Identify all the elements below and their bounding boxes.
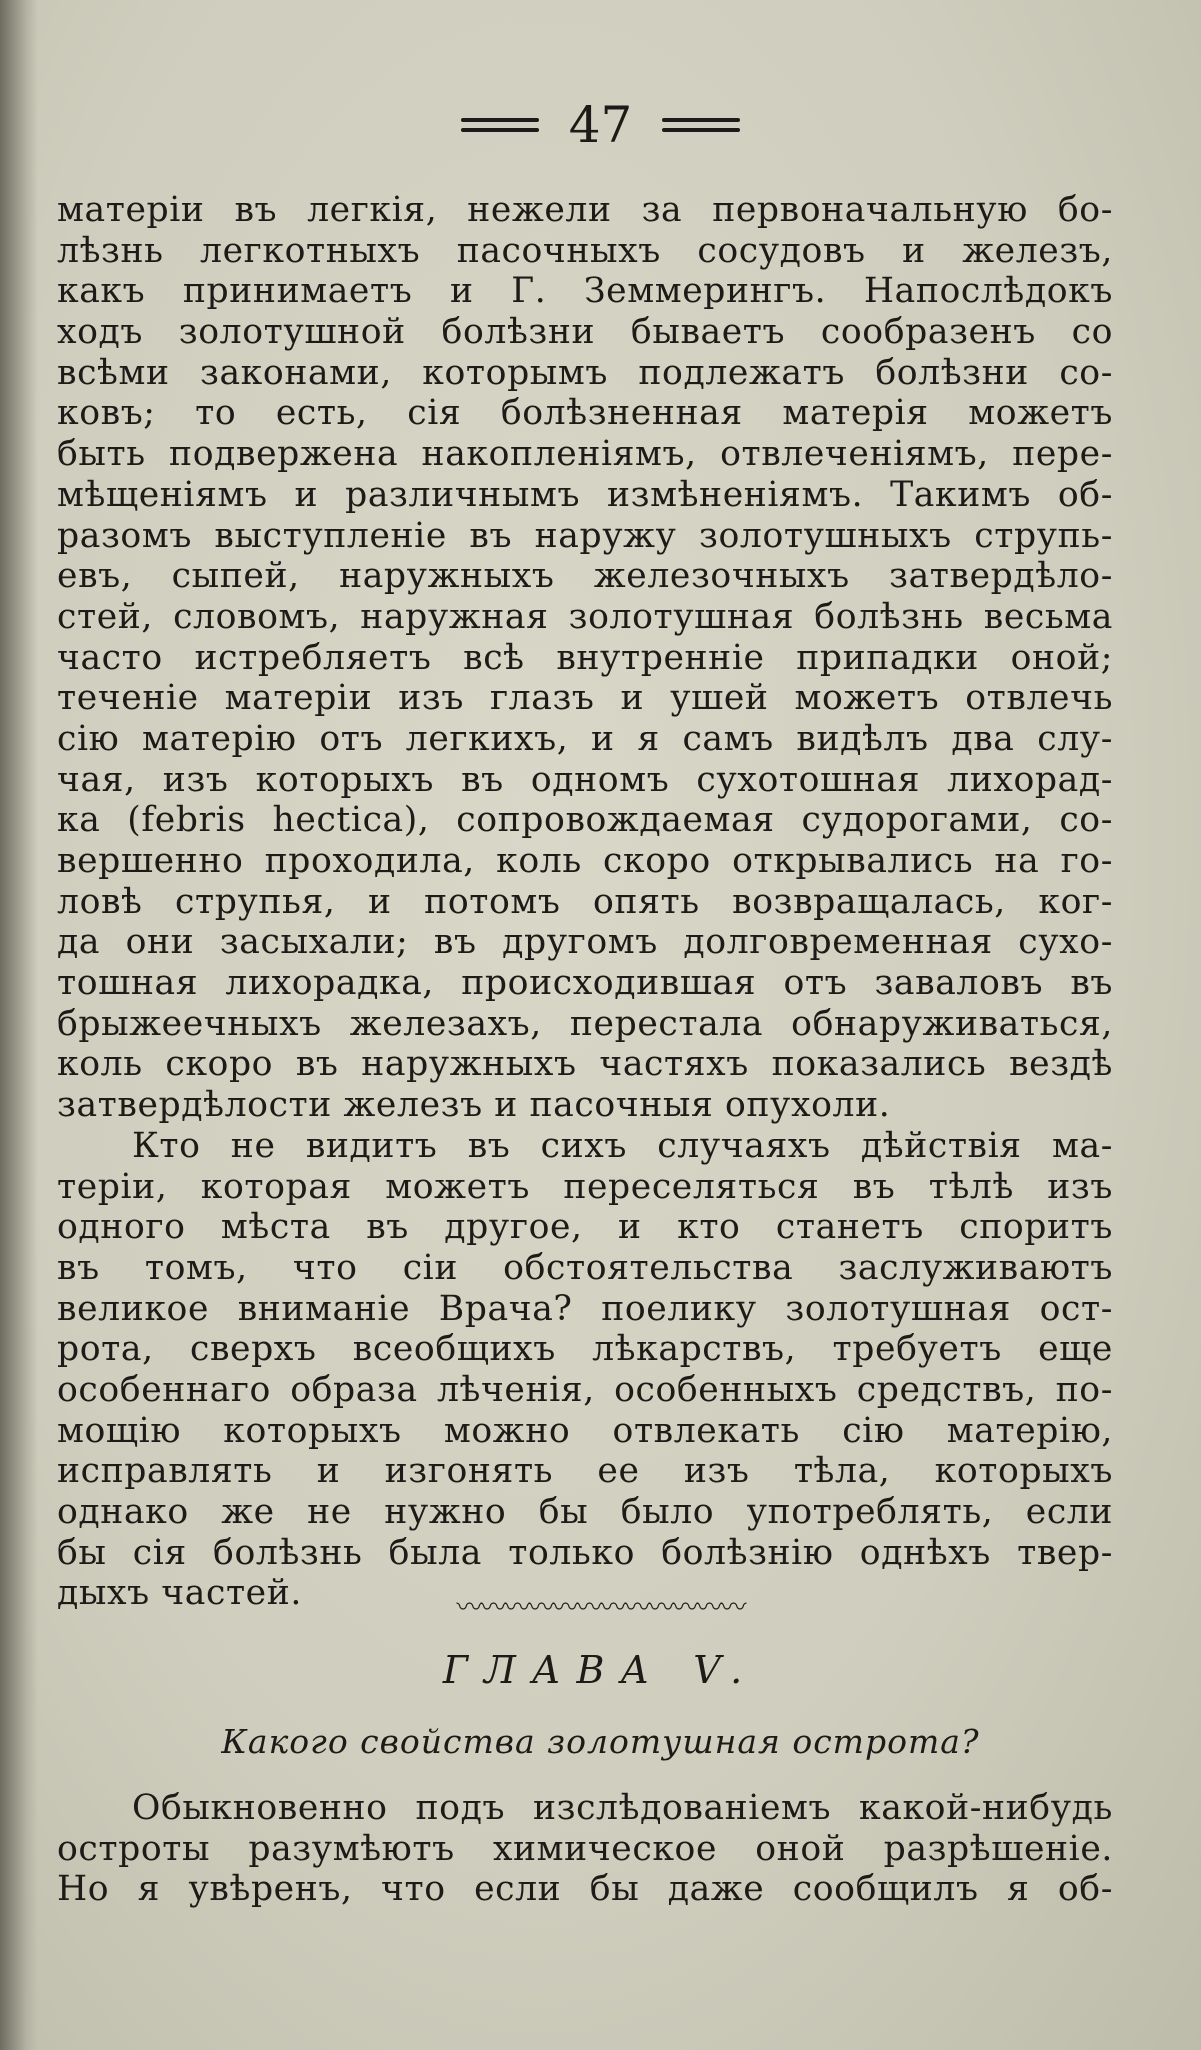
text-line: брыжеечныхъ железахъ, перестала обнаруживаться,	[57, 1003, 1113, 1044]
text-line: да они засыхали; въ другомъ долговременная сухо-	[57, 922, 1113, 963]
text-line: затвердѣлости железъ и пасочныя опухоли.	[57, 1085, 891, 1126]
text-line: какъ принимаетъ и Г. Земмерингъ. Напослѣдокъ	[57, 271, 1113, 312]
header-rule-right	[662, 118, 740, 132]
text-line: всѣми законами, которымъ подлежатъ болѣзни со-	[57, 352, 1113, 393]
text-line: сію матерію отъ легкихъ, и я самъ видѣлъ два слу-	[57, 718, 1113, 759]
text-line: теріи, которая можетъ переселяться въ тѣлѣ изъ	[57, 1166, 1113, 1207]
text-line: въ томъ, что сіи обстоятельства заслуживаютъ	[57, 1247, 1113, 1288]
chapter-body	[57, 1788, 1113, 1910]
text-line: одного мѣста въ другое, и кто станетъ споритъ	[57, 1207, 1113, 1248]
text-line: великое вниманіе Врача? поелику золотушная ост-	[57, 1288, 1113, 1329]
text-line: однако же не нужно бы было употреблять, если	[57, 1492, 1113, 1532]
text-line: остроты разумѣютъ химическое оной разрѣшеніе.	[57, 1828, 1113, 1869]
text-line: вершенно проходила, коль скоро открывались на го-	[57, 841, 1113, 881]
header-rule-left	[461, 118, 539, 132]
text-line: стей, словомъ, наружная золотушная болѣзнь весьма	[57, 596, 1113, 637]
text-line: разомъ выступленіе въ наружу золотушныхъ струпь-	[57, 515, 1113, 556]
page-header	[0, 96, 1201, 154]
text-line: бы сія болѣзнь была только болѣзнію однѣхъ твер-	[57, 1532, 1113, 1573]
section-divider-ornament: 〰〰〰〰〰〰〰〰〰〰〰〰	[456, 1593, 745, 1623]
text-line: особеннаго образа лѣченія, особенныхъ средствъ, по-	[57, 1369, 1113, 1410]
text-line: ходъ золотушной болѣзни бываетъ сообразенъ со	[57, 312, 1113, 353]
text-line: евъ, сыпей, наружныхъ железочныхъ затвердѣло-	[57, 556, 1113, 597]
text-line: ковъ; то есть, сія болѣзненная матерія можетъ	[57, 393, 1113, 434]
text-line: теченіе матеріи изъ глазъ и ушей можетъ отвлечь	[57, 678, 1113, 719]
text-line: тошная лихорадка, происходившая отъ заваловъ въ	[57, 963, 1113, 1004]
text-line: матеріи въ легкія, нежели за первоначальную бо-	[57, 190, 1113, 230]
text-line: ка (febris hectica), сопровождаемая судорогами, со-	[57, 800, 1113, 841]
text-line: мѣщеніямъ и различнымъ измѣненіямъ. Такимъ об-	[57, 474, 1113, 515]
text-line: мощію которыхъ можно отвлекать сію матерію,	[57, 1410, 1113, 1451]
text-line: быть подвержена накопленіямъ, отвлеченіямъ, пере-	[57, 434, 1113, 475]
chapter-title: ГЛАВА V.	[442, 1648, 759, 1692]
text-line: ловѣ струпья, и потомъ опять возвращалась, ког-	[57, 881, 1113, 922]
page-number: 47	[568, 96, 633, 154]
text-line: лѣзнь легкотныхъ пасочныхъ сосудовъ и железъ,	[57, 230, 1113, 271]
text-line: часто истребляетъ всѣ внутренніе припадки оной;	[57, 637, 1113, 678]
text-line: рота, сверхъ всеобщихъ лѣкарствъ, требуетъ еще	[57, 1329, 1113, 1370]
text-line: Обыкновенно подъ изслѣдованіемъ какой-нибудь	[132, 1788, 1113, 1828]
text-line: Кто не видитъ въ сихъ случаяхъ дѣйствія ма-	[132, 1125, 1113, 1166]
chapter-subtitle: Какого свойства золотушная острота?	[221, 1722, 980, 1761]
text-line: дыхъ частей.	[57, 1573, 302, 1614]
text-line: исправлять и изгонять ее изъ тѣла, которыхъ	[57, 1451, 1113, 1492]
body-text	[57, 190, 1113, 1614]
text-line: коль скоро въ наружныхъ частяхъ показались вездѣ	[57, 1044, 1113, 1085]
text-line: чая, изъ которыхъ въ одномъ сухотошная лихорад-	[57, 759, 1113, 800]
text-line: Но я увѣренъ, что если бы даже сообщилъ я об-	[57, 1869, 1113, 1910]
